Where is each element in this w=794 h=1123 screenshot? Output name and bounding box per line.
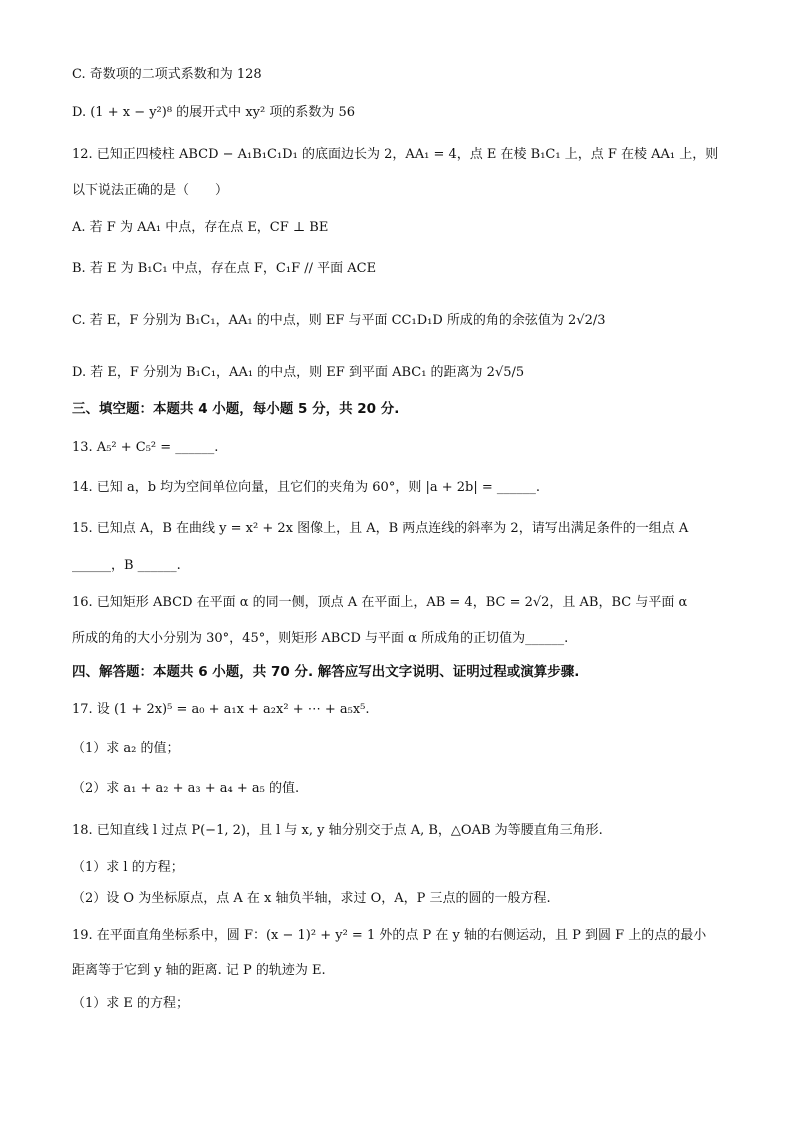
q17-part-2: （2）求 a₁ + a₂ + a₃ + a₄ + a₅ 的值.: [72, 781, 300, 796]
q16-line-2: 所成的角的大小分别为 30°，45°，则矩形 ABCD 与平面 α 所成角的正切值为______.: [72, 631, 569, 646]
q12-option-c: C. 若 E，F 分别为 B₁C₁，AA₁ 的中点，则 EF 与平面 CC₁D₁D 所成的角的余弦值为 2√2/3: [72, 313, 606, 328]
section-heading-answers: 四、解答题：本题共 6 小题，共 70 分. 解答应写出文字说明、证明过程或演算步骤.: [72, 664, 580, 680]
q16-line-1: 16. 已知矩形 ABCD 在平面 α 的同一侧，顶点 A 在平面上，AB = 4，BC = 2√2，且 AB，BC 与平面 α: [72, 595, 688, 610]
q17: 17. 设 (1 + 2x)⁵ = a₀ + a₁x + a₂x² + ⋯ + a₅x⁵.: [72, 702, 370, 717]
q19-part-1: （1）求 E 的方程；: [72, 996, 190, 1011]
q12-option-a: A. 若 F 为 AA₁ 中点，存在点 E，CF ⊥ BE: [72, 220, 329, 235]
q12-option-b: B. 若 E 为 B₁C₁ 中点，存在点 F，C₁F // 平面 ACE: [72, 261, 377, 276]
q18: 18. 已知直线 l 过点 P(−1, 2)，且 l 与 x, y 轴分别交于点 A, B，△OAB 为等腰直角三角形.: [72, 823, 603, 838]
q19-line-1: 19. 在平面直角坐标系中，圆 F：(x − 1)² + y² = 1 外的点 P 在 y 轴的右侧运动，且 P 到圆 F 上的点的最小: [72, 928, 707, 943]
q17-part-1: （1）求 a₂ 的值；: [72, 741, 180, 756]
q11-option-d: D. (1 + x − y²)⁸ 的展开式中 xy² 项的系数为 56: [72, 105, 356, 120]
q18-part-2: （2）设 O 为坐标原点，点 A 在 x 轴负半轴，求过 O，A，P 三点的圆的一般方程.: [72, 891, 551, 906]
q19-line-2: 距离等于它到 y 轴的距离. 记 P 的轨迹为 E.: [72, 963, 326, 978]
section-heading-fill-in: 三、填空题：本题共 4 小题，每小题 5 分，共 20 分.: [72, 401, 400, 417]
q18-part-1: （1）求 l 的方程；: [72, 860, 184, 875]
q15-line-2: ______，B ______.: [72, 558, 181, 573]
q12-option-d: D. 若 E，F 分别为 B₁C₁，AA₁ 的中点，则 EF 到平面 ABC₁ 的距离为 2√5/5: [72, 365, 525, 380]
q11-option-c: C. 奇数项的二项式系数和为 128: [72, 67, 262, 82]
q12-stem-line-2: 以下说法正确的是（ ）: [72, 183, 229, 198]
q14: 14. 已知 a，b 均为空间单位向量，且它们的夹角为 60°，则 |a + 2b| = ______.: [72, 480, 541, 495]
q12-stem-line-1: 12. 已知正四棱柱 ABCD − A₁B₁C₁D₁ 的底面边长为 2，AA₁ = 4，点 E 在棱 B₁C₁ 上，点 F 在棱 AA₁ 上，则: [72, 147, 719, 162]
q15-line-1: 15. 已知点 A，B 在曲线 y = x² + 2x 图像上，且 A，B 两点连线的斜率为 2，请写出满足条件的一组点 A: [72, 521, 689, 536]
q13: 13. A₅² + C₅² = ______.: [72, 440, 219, 455]
